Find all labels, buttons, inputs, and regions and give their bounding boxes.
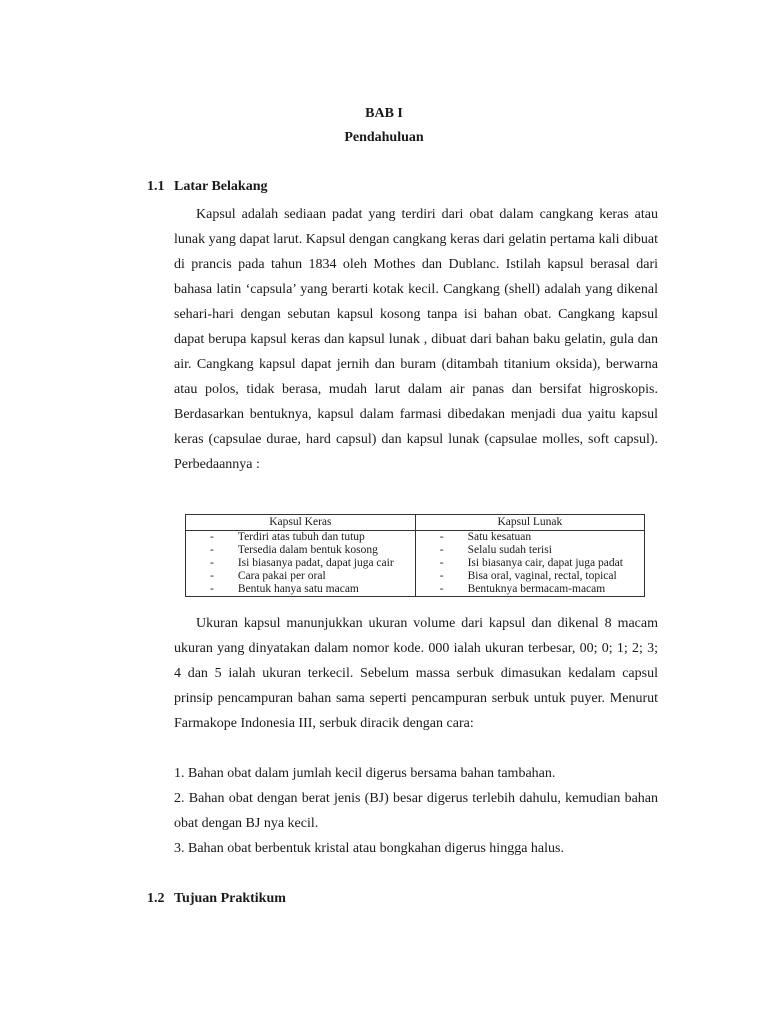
chapter-label: BAB I [365, 106, 403, 121]
table-header-cell: Kapsul Lunak [415, 515, 644, 531]
paragraph-intro: Kapsul adalah sediaan padat yang terdiri dari obat dalam cangkang keras atau lunak yang dapat larut. Kapsul dengan cangkang keras dari gelatin pertama kali dibuat di prancis pada tahun 1834 oleh Mothes dan Dublanc. Istilah kapsul berasal dari bahasa latin ‘capsula’ yang berarti kotak kecil. Cangkang (shell) adalah yang dikenal sehari-hari dengan sebutan kapsul kosong tanpa isi bahan obat. Cangkang kapsul dapat berupa kapsul keras dan kapsul lunak , dibuat dari bahan baku gelatin, gula dan air. Cangkang kapsul dapat jernih dan buram (ditambah titanium oksida), berwarna atau polos, tidak berasa, mudah larut dalam air panas dan bersifat higroskopis. Berdasarkan bentuknya, kapsul dalam farmasi dibedakan menjadi dua yaitu kapsul keras (capsulae durae, hard capsul) dan kapsul lunak (capsulae molles, soft capsul). Perbedaannya : [174, 207, 658, 472]
table-cell: - Bentuknya bermacam-macam [415, 583, 644, 597]
table-row [186, 544, 645, 557]
paragraph-ukuran: Ukuran kapsul manunjukkan ukuran volume dari kapsul dan dikenal 8 macam ukuran yang dinyatakan dalam nomor kode. 000 ialah ukuran terbesar, 00; 0; 1; 2; 3; 4 dan 5 ialah ukuran terkecil. Sebelum massa serbuk dimasukan kedalam capsul prinsip pencampuran bahan sama seperti pencampuran serbuk untuk puyer. Menurut Farmakope Indonesia III, serbuk diracik dengan cara: [174, 616, 658, 731]
table-cell: - Bisa oral, vaginal, rectal, topical [415, 570, 644, 583]
table-header-cell: Kapsul Keras [186, 515, 416, 531]
table-cell: - Bentuk hanya satu macam [186, 583, 416, 597]
table-cell: - Isi biasanya cair, dapat juga padat [415, 557, 644, 570]
table-cell: - Cara pakai per oral [186, 570, 416, 583]
comparison-table [185, 514, 645, 597]
table-row [186, 570, 645, 583]
table-row [186, 583, 645, 597]
table-header-row [186, 515, 645, 531]
steps-list [174, 761, 658, 861]
section-heading-1-1 [147, 179, 267, 195]
section-title: Tujuan Praktikum [174, 891, 286, 906]
list-item: 1. Bahan obat dalam jumlah kecil digerus bersama bahan tambahan. [174, 766, 556, 781]
table-cell: - Tersedia dalam bentuk kosong [186, 544, 416, 557]
table-cell: - Isi biasanya padat, dapat juga cair [186, 557, 416, 570]
table-row [186, 531, 645, 545]
table-cell: - Satu kesatuan [415, 531, 644, 545]
section-heading-1-2 [147, 891, 286, 907]
list-item: 3. Bahan obat berbentuk kristal atau bongkahan digerus hingga halus. [174, 841, 564, 856]
table-cell: - Selalu sudah terisi [415, 544, 644, 557]
section-number: 1.1 [147, 179, 165, 194]
section-number: 1.2 [147, 891, 165, 906]
table-row [186, 557, 645, 570]
list-item: 2. Bahan obat dengan berat jenis (BJ) besar digerus terlebih dahulu, kemudian bahan obat dengan BJ nya kecil. [174, 791, 658, 831]
table-cell: - Terdiri atas tubuh dan tutup [186, 531, 416, 545]
chapter-title: Pendahuluan [344, 130, 424, 145]
section-title: Latar Belakang [174, 179, 268, 194]
